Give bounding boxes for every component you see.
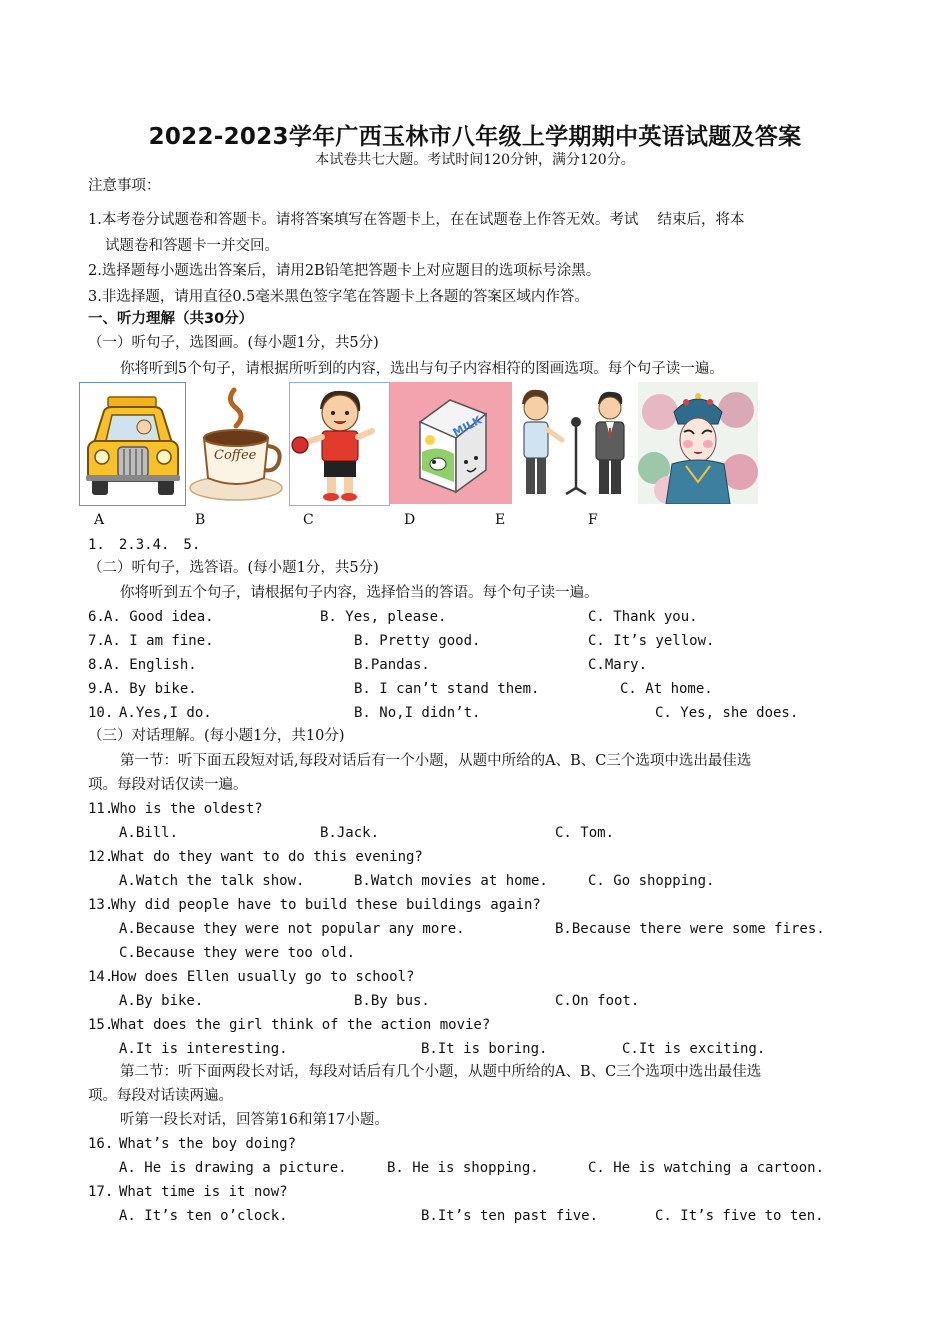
option-b: B. Pretty good. [354, 633, 481, 649]
option-b: B.Because there were some fires. [555, 921, 825, 937]
option-a: A. Good idea. [104, 609, 214, 625]
option-c: C. At home. [620, 681, 713, 697]
page-title: 2022-2023学年广西玉林市八年级上学期期中英语试题及答案 [148, 124, 802, 150]
part3-heading: （三）对话理解。(每小题1分，共10分) [88, 728, 345, 744]
option-c: C. Thank you. [588, 609, 698, 625]
option-c: C.It is exciting. [622, 1041, 766, 1057]
option-b: B. He is shopping. [387, 1160, 539, 1176]
part2-heading: （二）听句子，选答语。(每小题1分，共5分) [88, 560, 379, 576]
picture-letter-f: F [588, 512, 598, 528]
picture-letter-c: C [303, 512, 314, 528]
option-b: B. I can’t stand them. [354, 681, 540, 697]
option-a: A. I am fine. [104, 633, 214, 649]
option-a: A.Watch the talk show. [119, 873, 305, 889]
question-text: Why did people have to build these buildings again? [111, 897, 541, 913]
option-b: B. No,I didn’t. [354, 705, 481, 721]
question-number: 16. [88, 1136, 114, 1152]
option-c: C. It’s five to ten. [655, 1208, 824, 1224]
notice-heading: 注意事项： [88, 178, 161, 194]
picture-coffee [186, 382, 288, 504]
question-text: What does the girl think of the action movie? [111, 1017, 491, 1033]
question-number: 10. [88, 705, 114, 721]
option-c: C.Because they were too old. [119, 945, 356, 961]
question-text: How does Ellen usually go to school? [111, 969, 415, 985]
option-a: A. He is drawing a picture. [119, 1160, 347, 1176]
option-c: C. Tom. [555, 825, 615, 841]
option-a: A.Bill. [119, 825, 179, 841]
long-dialogue-1-intro: 听第一段长对话，回答第16和第17小题。 [120, 1112, 389, 1128]
picture-letter-e: E [495, 512, 506, 528]
milk-label: MILK [450, 413, 484, 440]
option-c: C. He is watching a cartoon. [588, 1160, 825, 1176]
picture-letter-b: B [195, 512, 206, 528]
question-number: 9. [88, 681, 105, 697]
picture-talk-show [514, 382, 636, 504]
option-b: B.Jack. [320, 825, 380, 841]
option-c: C. Yes, she does. [655, 705, 799, 721]
option-a: A.It is interesting. [119, 1041, 288, 1057]
notice-1-cont: 试题卷和答题卡一并交回。 [105, 238, 279, 254]
option-b: B.It’s ten past five. [421, 1208, 599, 1224]
part1-instruction: 你将听到5个句子，请根据所听到的内容，选出与句子内容相符的图画选项。每个句子读一遍。 [120, 361, 724, 377]
picture-milk-carton [390, 382, 512, 504]
option-b: B.Pandas. [354, 657, 430, 673]
option-b: B.Watch movies at home. [354, 873, 548, 889]
picture-taxi [79, 382, 186, 506]
notice-3: 3.非选择题，请用直径0.5毫米黑色签字笔在答题卡上各题的答案区域内作答。 [88, 289, 589, 305]
part3-section1-intro-cont: 项。每段对话仅读一遍。 [88, 777, 248, 793]
option-c: C. It’s yellow. [588, 633, 715, 649]
option-b: B. Yes, please. [320, 609, 447, 625]
question-number: 12. [88, 849, 114, 865]
question-number: 14. [88, 969, 114, 985]
option-c: C.Mary. [588, 657, 648, 673]
question-number: 13. [88, 897, 114, 913]
picture-letter-d: D [404, 512, 416, 528]
part1-heading: （一）听句子，选图画。(每小题1分，共5分) [88, 335, 379, 351]
section-heading-listening: 一、听力理解（共30分） [88, 311, 254, 327]
notice-1: 1.本考卷分试题卷和答题卡。请将答案填写在答题卡上，在在试题卷上作答无效。考试 结束后，将本 [88, 212, 745, 228]
question-text: What time is it now? [119, 1184, 288, 1200]
part3-section2-intro-cont: 项。每段对话读两遍。 [88, 1088, 233, 1104]
option-c: C.On foot. [555, 993, 640, 1009]
option-a: A.Because they were not popular any more. [119, 921, 465, 937]
question-number: 7. [88, 633, 105, 649]
part2-instruction: 你将听到五个句子，请根据句子内容，选择恰当的答语。每个句子读一遍。 [120, 585, 599, 601]
notice-2: 2.选择题每小题选出答案后，请用2B铅笔把答题卡上对应题目的选项标号涂黑。 [88, 263, 601, 279]
question-number: 15. [88, 1017, 114, 1033]
coffee-label: Coffee [214, 448, 257, 463]
exam-subtitle: 本试卷共七大题。考试时间120分钟，满分120分。 [315, 152, 635, 168]
question-text: What do they want to do this evening? [111, 849, 423, 865]
option-a: A.By bike. [119, 993, 204, 1009]
question-number: 8. [88, 657, 105, 673]
option-a: A. It’s ten o’clock. [119, 1208, 288, 1224]
picture-peking-opera [638, 382, 758, 504]
picture-letter-a: A [94, 512, 105, 528]
question-text: What’s the boy doing? [119, 1136, 297, 1152]
part3-section2-intro: 第二节：听下面两段长对话，每段对话后有几个小题，从题中所给的A、B、C三个选项中选出最佳选 [120, 1064, 762, 1080]
question-text: Who is the oldest? [111, 801, 263, 817]
picture-ping-pong-boy [289, 382, 390, 506]
question-number: 6. [88, 609, 105, 625]
part3-section1-intro: 第一节：听下面五段短对话,每段对话后有一个小题，从题中所给的A、B、C三个选项中选出最佳选 [120, 753, 752, 769]
part1-answer-line: 1. 2.3.4. 5. [88, 537, 201, 553]
option-a: A.Yes,I do. [119, 705, 212, 721]
option-c: C. Go shopping. [588, 873, 715, 889]
option-b: B.By bus. [354, 993, 430, 1009]
option-a: A. English. [104, 657, 197, 673]
option-b: B.It is boring. [421, 1041, 548, 1057]
option-a: A. By bike. [104, 681, 197, 697]
question-number: 11. [88, 801, 114, 817]
question-number: 17. [88, 1184, 114, 1200]
